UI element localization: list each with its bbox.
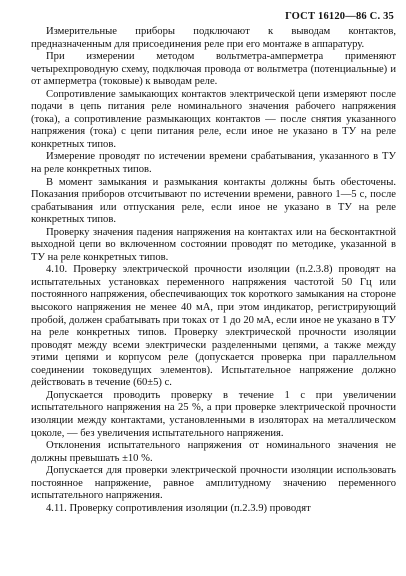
paragraph: Допускается проводить проверку в течение 1 с при увеличении испытательного напряжения на 25 %, а при проверке электрической прочности изоляции между контактами, установленными в изоляторах на металлическом цоколе, — без увеличения испытательного напряжения. <box>31 389 396 439</box>
paragraph: Отклонения испытательного напряжения от номинального значения не должны превышать ±10 %. <box>31 440 396 464</box>
paragraph: В момент замыкания и размыкания контакты должны быть обесточены. Показания приборов отсчитывают по истечении времени, равного 1—5 с, после срабатывания или отпускания реле, если иное не указано в ТУ на реле конкретных типов. <box>31 176 396 226</box>
paragraph: Измерение проводят по истечении времени срабатывания, указанного в ТУ на реле конкретных типов. <box>31 151 396 176</box>
paragraph: 4.10. Проверку электрической прочности изоляции (п.2.3.8) проводят на испытательных установках переменного напряжения частотой 50 Гц или постоянного напряжения, обеспечивающих ток короткого замыкания на стороне высокого напряжения не менее 40 мА, при этом индикатор, регистрирующий пробой, должен срабатывать при токах от 1 до 20 мА, если иное не указано в ТУ на реле конкретных типов. Проверку электрической прочности изоляции проводят между всеми электрически разделенными цепями, а также между этими цепями и корпусом реле (допускается проверка при параллельном соединении токоведущих элементов). Испытательное напряжение должно действовать в течение (60±5) с. <box>31 264 396 389</box>
running-head: ГОСТ 16120—86 С. 35 <box>285 11 394 22</box>
paragraph: Проверку значения падения напряжения на контактах или на бесконтактной выходной цепи во включенном состоянии проводят по методике, указанной в ТУ на реле конкретных типов. <box>31 226 396 263</box>
paragraph: Сопротивление замыкающих контактов электрической цепи измеряют после подачи в цепь питания реле номинального значения рабочего напряжения (тока), а сопротивление размыкающих контактов — после снятия указанного напряжения (тока) с цепи питания реле, если иное не указано в ТУ на реле конкретных типов. <box>31 88 396 150</box>
paragraph: Допускается для проверки электрической прочности изоляции использовать постоянное напряжение, равное амплитудному значению переменного испытательного напряжения. <box>31 465 396 502</box>
document-body <box>31 26 396 515</box>
paragraph: Измерительные приборы подключают к выводам контактов, предназначенным для присоединения реле при его монтаже в аппаратуру. <box>31 26 396 50</box>
paragraph: При измерении методом вольтметра-амперметра применяют четырехпроводную схему, подключая провода от вольтметра (потенциальные) и от амперметра (токовые) к выводам реле. <box>31 51 396 88</box>
paragraph: 4.11. Проверку сопротивления изоляции (п.2.3.9) проводят <box>46 502 311 514</box>
